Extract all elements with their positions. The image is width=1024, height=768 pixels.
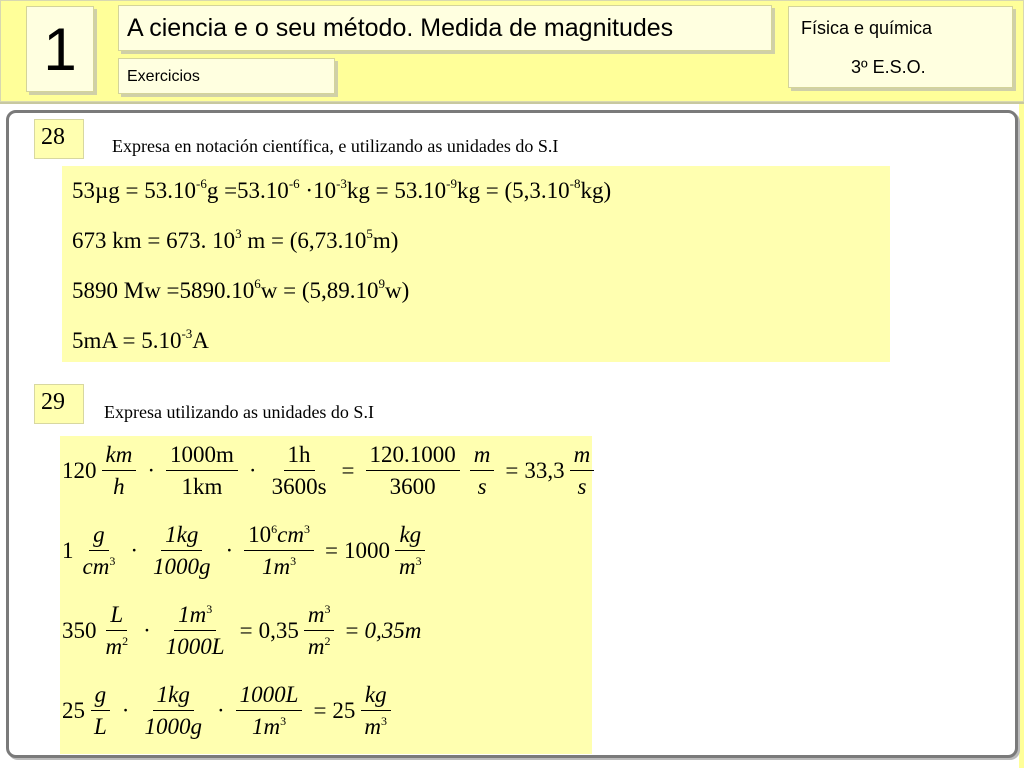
fraction: $\frac{m}{s}$ (470, 442, 495, 500)
fraction: $\frac{1kg}{1000g}$ (144, 682, 202, 740)
fraction: $\frac{kg}{m^3}$ (395, 522, 426, 580)
ex28-line-3: 5890 $Mw =5890.10^6w = (5,89.10^9w)$ (72, 276, 410, 303)
ex29-equation-3: 350 $\frac{L}{m^2}$ · $\frac{1m^3}{1000L}$ = 0,35 $\frac{m^3}{m^2}$ = 0,35m (62, 602, 422, 660)
page-title: A ciencia e o seu método. Medida de magnitudes (118, 5, 772, 51)
ex29-equation-1: 120 $\frac{km}{h}$ · $\frac{1000m}{1km}$ · $\frac{1h}{3600s}$ = $\frac{120.1000}{3600}$ $\frac{m}{s}$ = 33,3 $\frac{m}{s}$ (62, 442, 599, 500)
subject-box (788, 6, 1013, 88)
fraction: $\frac{m}{s}$ (570, 442, 595, 500)
fraction: $\frac{km}{h}$ (102, 442, 137, 500)
exercise-29-instruction: Expresa utilizando as unidades do S.I (104, 402, 374, 422)
fraction: $\frac{1000L}{1m^3}$ (236, 682, 303, 740)
ex29-equation-2: 1 $\frac{g}{cm^3}$ · $\frac{1kg}{1000g}$ · $\frac{10^6cm^3}{1m^3}$ = 1000 $\frac{kg}{m^3}$ (62, 522, 431, 580)
right-border (1019, 104, 1024, 768)
ex28-line-1: $53\mu g = 53.10^{-6}g =53.10^{-6} \cdot 10^{-3}kg = 53.10^{-9}kg = (5,3.10^{-8}kg)$ (72, 176, 612, 203)
exercise-29-panel (60, 436, 592, 754)
ex29-equation-4: 25 $\frac{g}{L}$ · $\frac{1kg}{1000g}$ · $\frac{1000L}{1m^3}$ = 25 $\frac{kg}{m^3}$ (62, 682, 396, 740)
exercise-29-number: 29 (34, 384, 84, 424)
ex28-line-2: 673 km = 673. $10^3$ $m = (6,73.10^5m)$ (72, 226, 399, 253)
ex28-line-4: $5mA = 5.10^{-3}A$ (72, 326, 209, 353)
exercise-28-panel (62, 166, 890, 362)
fraction: $\frac{120.1000}{3600}$ (366, 442, 460, 500)
course-label: 3º E.S.O. (851, 57, 926, 77)
exercise-28-instruction: Expresa en notación científica, e utilizando as unidades do S.I (112, 136, 559, 156)
header-band (0, 0, 1024, 104)
page-subtitle: Exercicios (118, 58, 335, 94)
fraction: $\frac{1kg}{1000g}$ (153, 522, 211, 580)
fraction: $\frac{L}{m^2}$ (105, 602, 129, 660)
unit-number: 1 (26, 6, 94, 92)
fraction: $\frac{10^6cm^3}{1m^3}$ (244, 522, 314, 580)
fraction: $\frac{1m^3}{1000L}$ (165, 602, 225, 660)
fraction: $\frac{kg}{m^3}$ (360, 682, 391, 740)
fraction: $\frac{g}{cm^3}$ (82, 522, 116, 580)
fraction: $\frac{1h}{3600s}$ (271, 442, 327, 500)
exercise-28-number: 28 (34, 119, 84, 159)
fraction: $\frac{m^3}{m^2}$ (304, 602, 335, 660)
fraction: $\frac{g}{L}$ (90, 682, 111, 740)
fraction: $\frac{1000m}{1km}$ (166, 442, 238, 500)
subject-label: Física e química (801, 18, 933, 38)
